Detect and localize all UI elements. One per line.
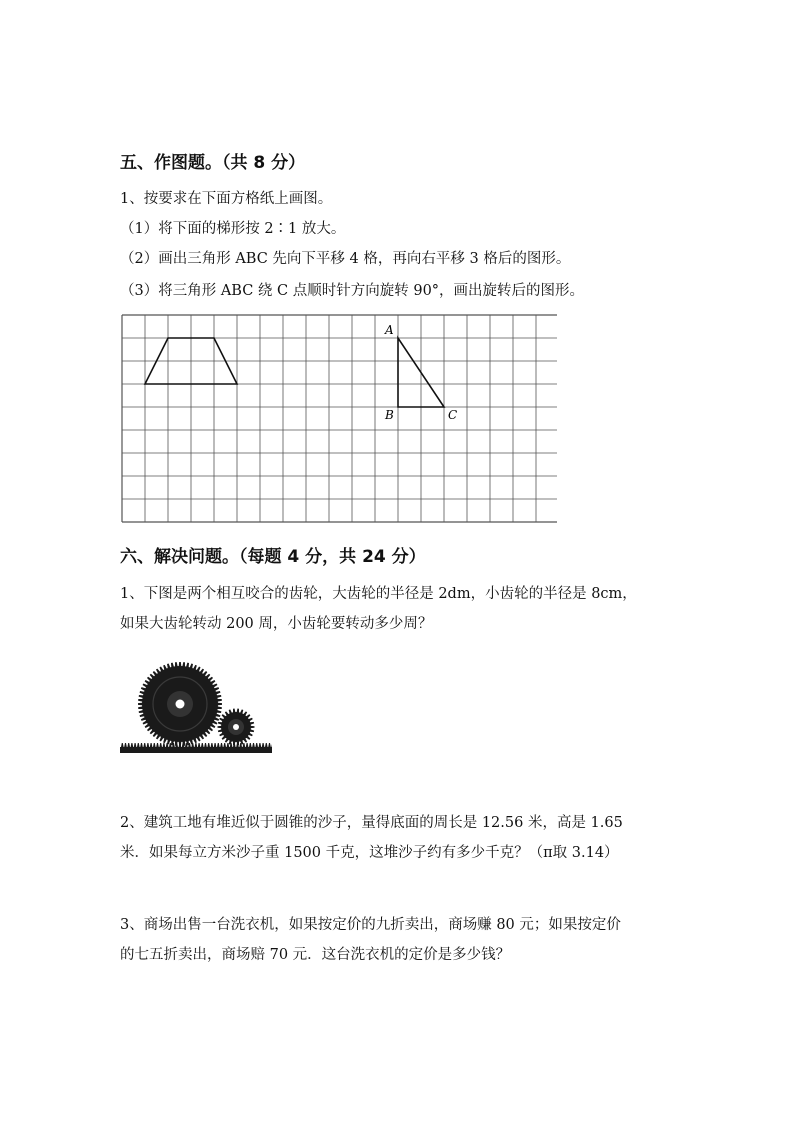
section-6-title: 六、解决问题。（每题 4 分，共 24 分） (120, 547, 426, 567)
gear-rack-base (120, 747, 272, 753)
question-6-1-line-1: 1、下图是两个相互咬合的齿轮，大齿轮的半径是 2dm，小齿轮的半径是 8cm， (120, 586, 637, 602)
question-6-2-line-1: 2、建筑工地有堆近似于圆锥的沙子，量得底面的周长是 12.56 米，高是 1.65 (120, 815, 623, 831)
small-gear (218, 709, 255, 746)
question-6-3-line-2: 的七五折卖出，商场赔 70 元．这台洗衣机的定价是多少钱？ (120, 947, 511, 963)
question-5-1-part-1: （1）将下面的梯形按 2∶1 放大。 (120, 221, 346, 237)
vertex-label-c: C (448, 408, 458, 422)
gears-illustration (120, 643, 272, 755)
vertex-label-a: A (385, 323, 394, 337)
question-5-1-part-3: （3）将三角形 ABC 绕 C 点顺时针方向旋转 90°，画出旋转后的图形。 (120, 283, 585, 299)
question-5-1: 1、按要求在下面方格纸上画图。 (120, 191, 333, 207)
question-6-1-line-2: 如果大齿轮转动 200 周，小齿轮要转动多少周？ (120, 616, 433, 632)
question-6-2-line-2: 米．如果每立方米沙子重 1500 千克，这堆沙子约有多少千克？（π取 3.14） (120, 845, 619, 861)
grid-paper (121, 314, 557, 524)
section-5-title: 五、作图题。（共 8 分） (120, 153, 306, 173)
vertex-label-b: B (385, 408, 394, 422)
grid-lines (122, 315, 557, 522)
question-6-3-line-1: 3、商场出售一台洗衣机，如果按定价的九折卖出，商场赚 80 元；如果按定价 (120, 917, 621, 933)
question-5-1-part-2: （2）画出三角形 ABC 先向下平移 4 格，再向右平移 3 格后的图形。 (120, 251, 571, 267)
gear-rack-teeth (121, 743, 272, 747)
large-gear (138, 662, 222, 746)
